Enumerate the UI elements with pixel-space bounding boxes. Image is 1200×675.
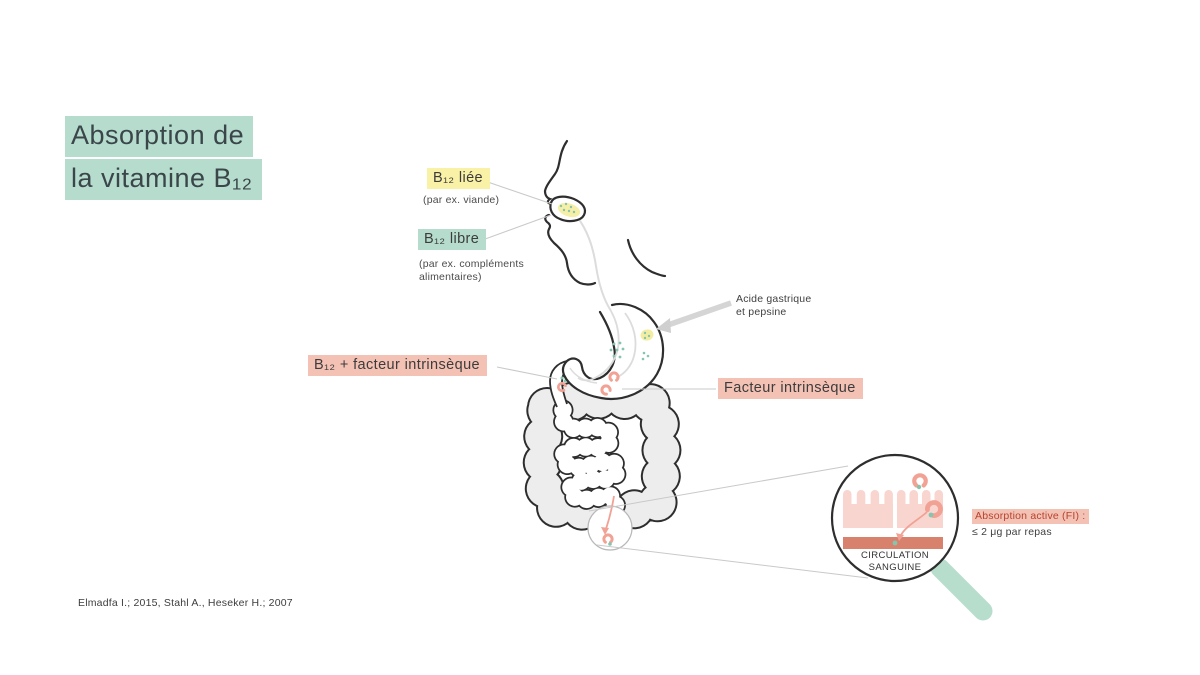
label-absorption-detail: ≤ 2 μg par repas [972, 526, 1052, 538]
label-active-absorption: Absorption active (FI) : [972, 509, 1089, 524]
page-title [65, 116, 262, 202]
label-b12-free: B₁₂ libre [418, 229, 486, 250]
absorbed-b12-dot [893, 541, 898, 546]
label-blood-circulation: CIRCULATION SANGUINE [860, 550, 930, 573]
label-b12-free-note: (par ex. compléments alimentaires) [419, 258, 524, 283]
b12-dot [608, 542, 612, 546]
gastric-acid-arrow [656, 303, 731, 333]
stomach-illustration [563, 304, 663, 399]
label-b12-bound: B₁₂ liée [427, 168, 490, 189]
leader-lines [477, 179, 716, 389]
label-intrinsic-factor: Facteur intrinsèque [718, 378, 863, 399]
title-line-2: la vitamine B₁₂ [65, 159, 262, 200]
label-b12-plus-intrinsic-factor: B₁₂ + facteur intrinsèque [308, 355, 487, 376]
magnifier-handle [940, 568, 983, 611]
esophagus-illustration [576, 215, 611, 311]
label-gastric-acid-line2: et pepsine [736, 306, 787, 318]
label-b12-bound-note: (par ex. viande) [423, 194, 500, 206]
label-gastric-acid-line1: Acide gastrique [736, 293, 812, 305]
title-line-1: Absorption de [65, 116, 253, 157]
small-intestine-illustration [562, 410, 617, 511]
magnifier [832, 455, 983, 611]
citation: Elmadfa I.; 2015, Stahl A., Heseker H.; 2007 [78, 597, 293, 609]
